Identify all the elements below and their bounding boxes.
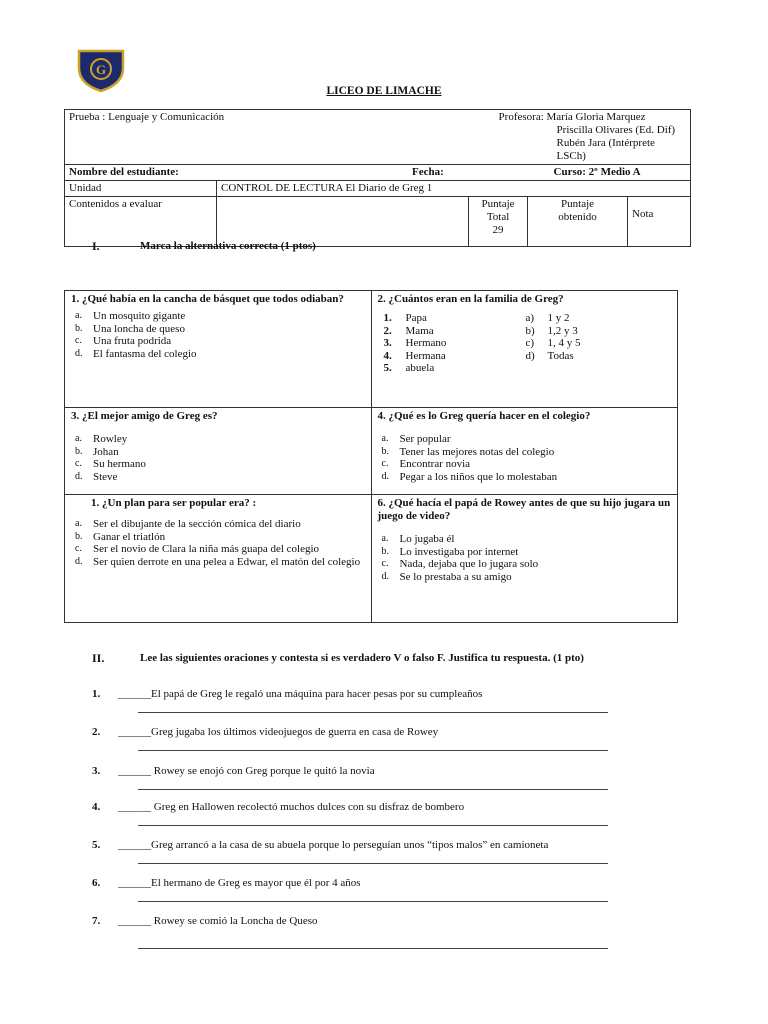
- question-title: 2. ¿Cuántos eran en la familia de Greg?: [377, 293, 564, 305]
- family-members-list: 1. Papa 2. Mama 3. Hermano 4. Hermana 5. abuela: [383, 312, 447, 374]
- student-name-label: Nombre del estudiante:: [65, 165, 343, 181]
- question-1: [65, 291, 372, 408]
- answer-line[interactable]: [138, 789, 608, 790]
- section-1-number: I.: [92, 239, 100, 253]
- statement-7: 7. ______ Rowey se comió la Loncha de Queso: [92, 915, 622, 951]
- question-title: 6. ¿Qué hacía el papá de Rowey antes de que su hijo jugara un juego de video?: [377, 497, 671, 522]
- answer-line[interactable]: [138, 948, 608, 949]
- option-item[interactable]: a. Un mosquito gigante: [75, 310, 186, 322]
- option-item[interactable]: d. Pegar a los niños que lo molestaban: [381, 470, 558, 483]
- total-score-value: 29: [492, 224, 504, 236]
- question-6: [371, 495, 678, 623]
- total-score-label: Puntaje Total: [481, 198, 515, 223]
- statement-2: 2. ______Greg jugaba los últimos videojuegos de guerra en casa de Rowey: [92, 726, 622, 756]
- option-item[interactable]: a. Ser el dibujante de la sección cómica del diario: [75, 518, 301, 530]
- option-item[interactable]: c. Una fruta podrida: [75, 335, 172, 347]
- option-item[interactable]: c. Su hermano: [75, 458, 146, 470]
- option-item[interactable]: b. Johan: [75, 445, 119, 458]
- section-2-number: II.: [92, 651, 105, 665]
- header-info-table: [64, 109, 691, 247]
- option-item[interactable]: d. El fantasma del colegio: [75, 347, 197, 360]
- contents-value: [217, 197, 469, 247]
- date-label: Fecha:: [342, 165, 528, 181]
- option-item[interactable]: c) 1, 4 y 5: [525, 337, 581, 349]
- question-title: 1. ¿Un plan para ser popular era? :: [91, 497, 257, 509]
- question-4: [371, 408, 678, 495]
- option-item[interactable]: b. Una loncha de queso: [75, 322, 185, 335]
- option-item[interactable]: a. Ser popular: [381, 433, 451, 445]
- answer-line[interactable]: [138, 750, 608, 751]
- statement-4: 4. ______ Greg en Hallowen recolectó muchos dulces con su disfraz de bombero: [92, 801, 622, 831]
- option-item[interactable]: a. Lo jugaba él: [381, 533, 455, 545]
- grade-label: Nota: [628, 197, 691, 247]
- section-1-title: Marca la alternativa correcta (1 ptos): [140, 240, 316, 252]
- prueba-label: Prueba : Lenguaje y Comunicación: [65, 110, 469, 165]
- question-5: [65, 495, 372, 623]
- contents-label: Contenidos a evaluar: [65, 197, 217, 247]
- profesora-1: Profesora: María Gloria Marquez: [498, 111, 646, 123]
- option-item[interactable]: d) Todas: [525, 349, 574, 362]
- questions-table: [64, 290, 678, 623]
- profesora-3: Rubén Jara (Intérprete LSCh): [556, 137, 655, 162]
- course-label: Curso: 2º Medio A: [528, 165, 691, 181]
- option-item[interactable]: a) 1 y 2: [525, 312, 570, 324]
- svg-text:G: G: [95, 62, 107, 77]
- option-item[interactable]: c. Nada, dejaba que lo jugara solo: [381, 558, 539, 570]
- question-title: 3. ¿El mejor amigo de Greg es?: [71, 410, 218, 422]
- option-item[interactable]: d. Steve: [75, 470, 118, 483]
- unit-value: CONTROL DE LECTURA El Diario de Greg 1: [217, 181, 691, 197]
- question-2: [371, 291, 678, 408]
- option-item[interactable]: a. Rowley: [75, 433, 128, 445]
- option-item[interactable]: c. Encontrar novia: [381, 458, 471, 470]
- answer-line[interactable]: [138, 825, 608, 826]
- obtained-score-label: Puntaje obtenido: [558, 198, 597, 223]
- section-2-title: Lee las siguientes oraciones y contesta si es verdadero V o falso F. Justifica tu respuesta. (1 pto): [140, 652, 584, 664]
- question-title: 4. ¿Qué es lo Greg quería hacer en el colegio?: [377, 410, 591, 422]
- option-item[interactable]: b) 1,2 y 3: [525, 324, 578, 337]
- answer-line[interactable]: [138, 863, 608, 864]
- question-3: [65, 408, 372, 495]
- option-item[interactable]: c. Ser el novio de Clara la niña más guapa del colegio: [75, 543, 320, 555]
- profesora-2: Priscilla Olivares (Ed. Dif): [556, 124, 676, 136]
- school-title: LICEO DE LIMACHE: [326, 85, 442, 97]
- family-options-list: [526, 312, 581, 375]
- statement-3: 3. ______ Rowey se enojó con Greg porque le quitó la novia: [92, 765, 622, 795]
- answer-line[interactable]: [138, 901, 608, 902]
- option-item[interactable]: d. Se lo prestaba a su amigo: [381, 570, 512, 583]
- statement-6: 6. ______El hermano de Greg es mayor que él por 4 años: [92, 877, 622, 907]
- option-item[interactable]: b. Lo investigaba por internet: [381, 545, 519, 558]
- option-item[interactable]: b. Tener las mejores notas del colegio: [381, 445, 555, 458]
- option-item[interactable]: b. Ganar el triatlón: [75, 530, 166, 543]
- statement-5: 5. ______Greg arrancó a la casa de su abuela porque lo perseguían unos “tipos malos” en camioneta: [92, 839, 622, 869]
- option-item[interactable]: d. Ser quien derrote en una pelea a Edwar, el matón del colegio: [75, 555, 361, 568]
- unit-label: Unidad: [65, 181, 217, 197]
- answer-line[interactable]: [138, 712, 608, 713]
- statement-1: 1. ______El papá de Greg le regaló una máquina para hacer pesas por su cumpleaños: [92, 688, 622, 718]
- question-title: 1. ¿Qué había en la cancha de básquet que todos odiaban?: [71, 293, 344, 305]
